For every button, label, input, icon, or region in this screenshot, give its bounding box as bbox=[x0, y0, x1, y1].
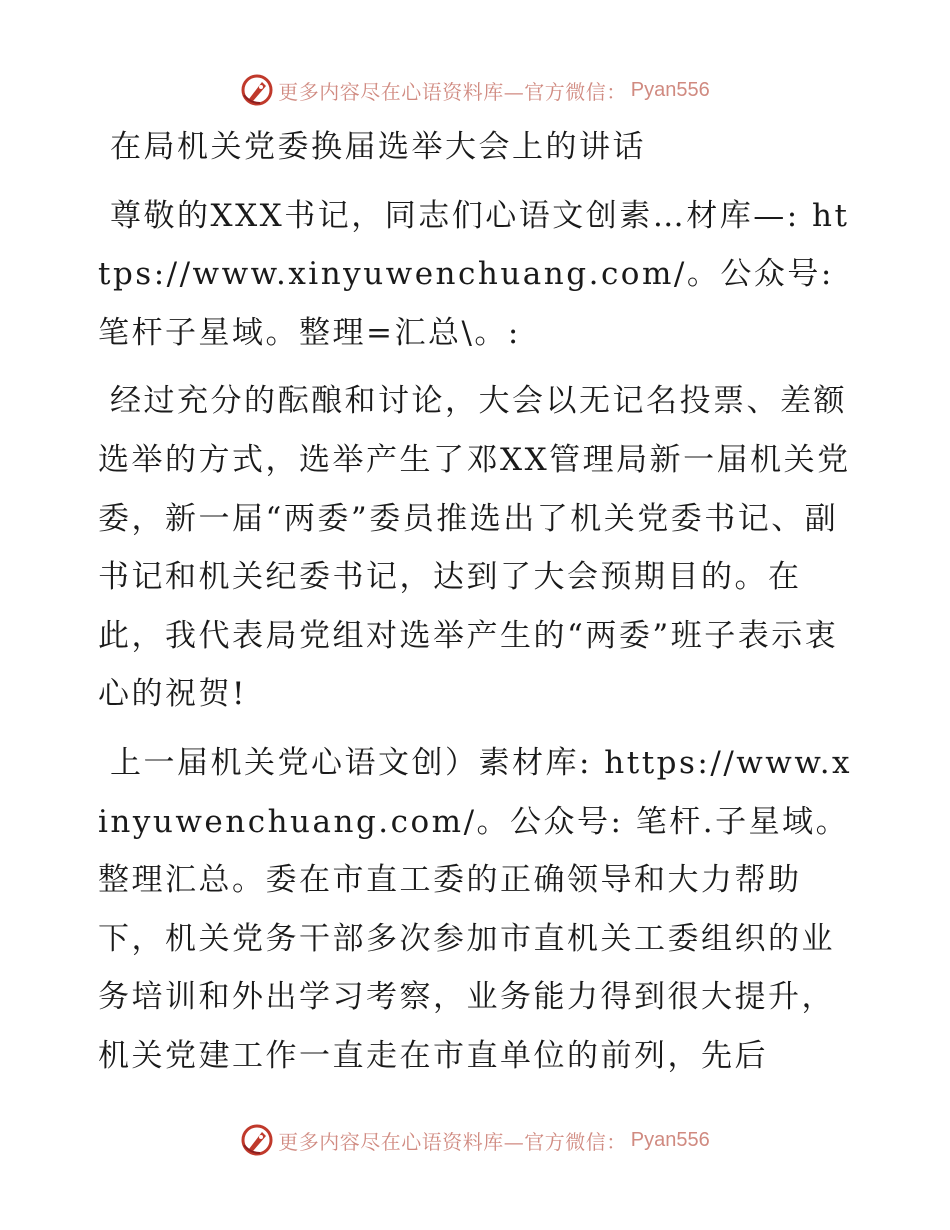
pen-nib-logo-icon bbox=[240, 1123, 274, 1157]
paragraph-2: 经过充分的酝酿和讨论，大会以无记名投票、差额选举的方式，选举产生了邓XX管理局新一届机关党委，新一届“两委”委员推选出了机关党委书记、副书记和机关纪委书记，达到了大会预期目的。在此，我代表局党组对选举产生的“两委”班子表示衷心的祝贺! bbox=[98, 383, 851, 713]
document-title: 在局机关党委换届选举大会上的讲话 bbox=[110, 129, 646, 165]
header-banner bbox=[0, 68, 950, 112]
footer-banner-handle: Pyan556 bbox=[630, 1128, 710, 1151]
paragraph-3: 上一届机关党心语文创）素材库: https://www.xinyuwenchuang.com/。公众号: 笔杆.子星域。整理汇总。委在市直工委的正确领导和大力帮助下，机关党务干部多次参加市直机关工委组织的业务培训和外出学习考察，业务能力得到很大提升，机关党建工作一直走在市直单位的前列，先后 bbox=[98, 744, 853, 1074]
footer-banner bbox=[0, 1118, 950, 1162]
header-banner-handle: Pyan556 bbox=[630, 78, 710, 101]
header-banner-text: 更多内容尽在心语资料库—官方微信： bbox=[278, 79, 627, 104]
paragraph-1: 尊敬的XXX书记，同志们心语文创素…材库—: https://www.xinyuwenchuang.com/。公众号: 笔杆子星域。整理=汇总\。: bbox=[98, 197, 850, 351]
footer-banner-text: 更多内容尽在心语资料库—官方微信： bbox=[278, 1129, 627, 1154]
document-body bbox=[98, 118, 858, 1086]
pen-nib-logo-icon bbox=[240, 73, 274, 107]
